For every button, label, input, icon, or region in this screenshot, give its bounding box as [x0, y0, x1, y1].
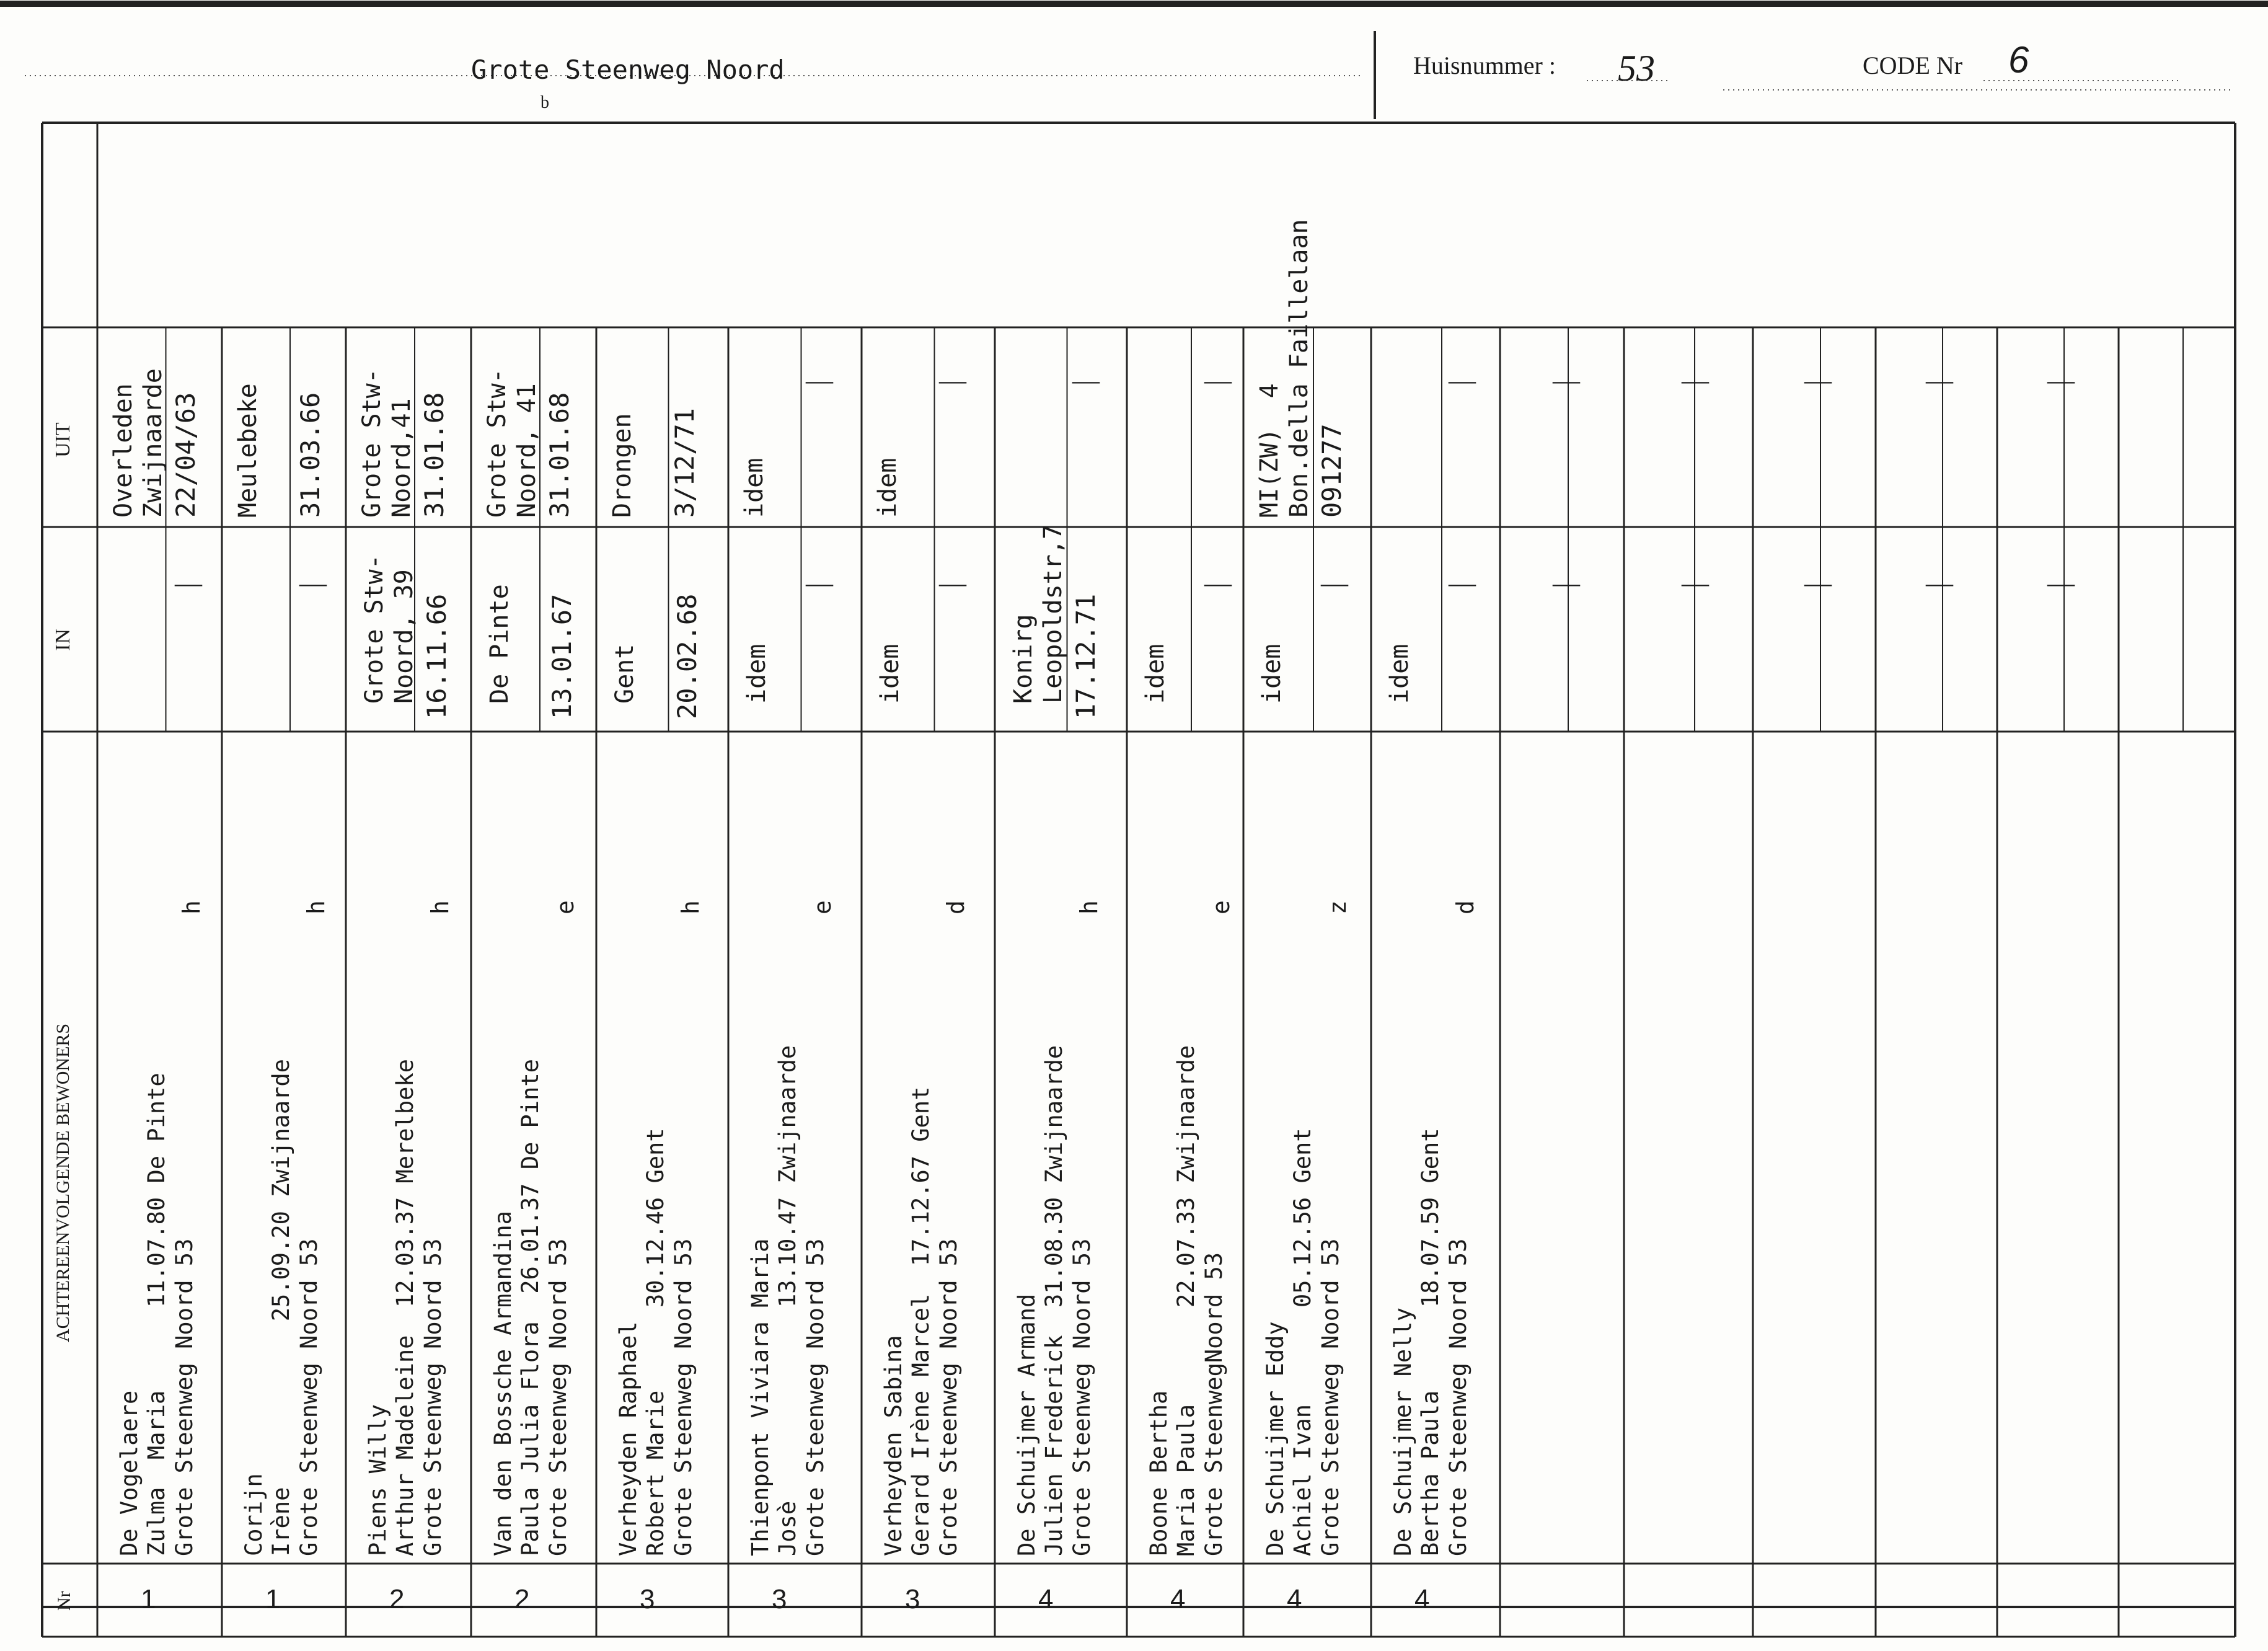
empty-uit-dash: — — [1926, 365, 1953, 396]
empty-in-dash: — — [1804, 568, 1832, 598]
row-number: 4 — [1170, 1584, 1186, 1614]
uit-date-empty: — — [1204, 365, 1232, 396]
in-date-empty: — — [299, 568, 327, 598]
empty-uit-dash: — — [2047, 365, 2075, 396]
row-number: 3 — [772, 1584, 787, 1614]
street-name: Grote Steenweg Noord — [471, 55, 785, 85]
in-date-empty: — — [1449, 568, 1476, 598]
uit-date-empty: — — [1072, 365, 1100, 396]
registration-card: Grote Steenweg Noord Huisnummer : 53 CODE Nr 6 b UIT IN ACHTEREENVOLGENDE BEWONERS Nr De Vogelaere Zulma Maria 11.07.80 De Pinte Grote Steenweg Noord 53 h 1 — Overleden Zwijnaarde 22/04/63 Corijn Irène 25.09.20 Zwijnaarde Grote Steenweg Noord 53 h 1 — Meulebeke 31.03.66 Piens Willy Arthur Madeleine 12.03.37 Merelbeke Grote Steenweg Noord 53 h 2 Grote Stw- Noord, 39 16.11.66 Grote Stw- Noord,41 31.01.68 Van den Bossche Armandina Paula Julia Flora 26.01.37 De Pinte Grote Steenweg Noord 53 e 2 De Pinte 13.01.67 Grote Stw- Noord, 41 31.01.68 Verheyden Raphael Robert Marie 30.12.46 Gent Grote Steenweg Noord 53 h 3 Gent 20.02.68 Drongen 3/12/71 Thienpont Viviara Maria Josè 13.10.47 Zwijnaarde Grote Steenweg Noord 53 e 3 idem — idem — Verheyden Sabina Gerard Irène Marcel 17.12.67 Gent Grote Steenweg Noord 53 d 3 idem — idem — De Schuijmer Armand Julien Frederick 31.08.30 Zwijnaarde Grote Steenweg Noord 53 h 4 Konirg Leopoldstr,7 17.12.71 — Boone Bertha Maria Paula 22.07.33 Zwijnaarde Grote SteenwegNoord 53 e 4 idem — — De Schuijmer Eddy Achiel Ivan 05.12.56 Gent Grote Steenweg Noord 53 z 4 idem — MI(ZW) 4 Bon.della Faillelaan 091277 De Schuijmer Nelly Bertha Paula 18.07.59 Gent Grote Steenweg Noord 53 d 4 idem — — — — — — — — — — — — — [0, 0, 2268, 1651]
in-date-empty: — — [175, 568, 202, 598]
empty-in-dash: — — [1553, 568, 1580, 598]
empty-uit-dash: — — [1682, 365, 1709, 396]
row-number: 2 — [389, 1584, 405, 1614]
empty-in-dash: — — [1682, 568, 1709, 598]
uit-date-empty: — — [806, 365, 833, 396]
empty-uit-dash: — — [1804, 365, 1832, 396]
huisnummer-value: 53 — [1618, 48, 1655, 89]
huisnummer-label: Huisnummer : — [1413, 51, 1556, 79]
row-number: 1 — [141, 1584, 156, 1614]
row-number: 1 — [265, 1584, 281, 1614]
in-date-empty: — — [806, 568, 833, 598]
code-value: 6 — [2008, 39, 2029, 81]
uit-date-empty: — — [939, 365, 966, 396]
row-number: 2 — [514, 1584, 530, 1614]
empty-in-dash: — — [2047, 568, 2075, 598]
row-number: 3 — [905, 1584, 920, 1614]
row-number: 4 — [1038, 1584, 1054, 1614]
row-number: 4 — [1287, 1584, 1302, 1614]
uit-date-empty: — — [1449, 365, 1476, 396]
empty-uit-dash: — — [1553, 365, 1580, 396]
empty-in-dash: — — [1926, 568, 1953, 598]
row-number: 3 — [640, 1584, 655, 1614]
in-date-empty: — — [1204, 568, 1232, 598]
code-label: CODE Nr — [1863, 51, 1963, 79]
row-number: 4 — [1414, 1584, 1430, 1614]
handwritten-mark: b — [541, 93, 549, 112]
in-date-empty: — — [939, 568, 966, 598]
in-date-empty: — — [1321, 568, 1348, 598]
